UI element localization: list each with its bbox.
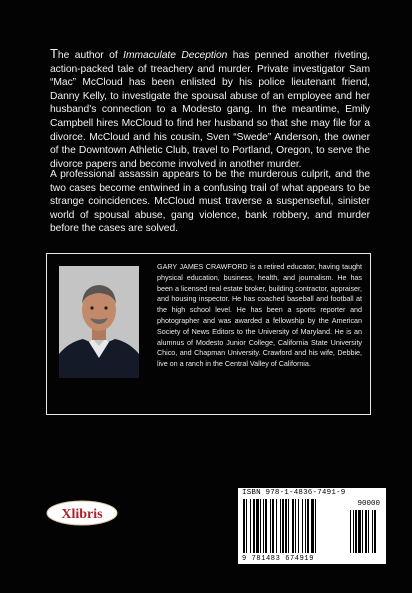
publisher-logo-image [46,500,118,526]
isbn-digits: 9 781483 674919 [242,555,315,563]
dropcap-letter: T [50,46,58,61]
isbn-label: ISBN 978-1-4836-7491-9 [242,489,346,497]
author-bio-text: GARY JAMES CRAWFORD is a retired educator, having taught physical education, business, health, and journalism. He has been a licensed real estate broker, building contractor, appraiser, and housing inspector. He has coached baseball and football at the high school level. He has been a sports reporter and photographer and was awarded a fellowship by the American Society of News Editors to the University of Maryland. He is an alumnus of Modesto Junior College, California State University Chico, and Chapman University. Crawford and his wife, Debbie, live on a ranch in the Central Valley of California. [157,262,362,369]
isbn-barcode [238,488,386,564]
blurb-paragraph-2: A professional assassin appears to be the murderous culprit, and the two cases become entwined in a confusing trail of what appears to be strange coincidences. McCloud must traverse a suspenseful, sinister world of spousal abuse, gang violence, bank robbery, and murder before the cases are solved. [50,169,370,235]
book-title-italic: Immaculate Deception [123,50,228,61]
author-portrait-image [59,266,139,378]
barcode-bars [238,488,386,564]
publisher-logo-text: Xlibris [61,507,103,522]
author-bio-box [46,253,371,415]
author-photo [59,266,139,378]
price-code-label: 90000 [357,500,380,508]
xlibris-logo [46,500,118,526]
blurb-paragraph-1 [50,47,370,171]
blurb-p1-pre: he author of [57,50,124,61]
blurb-p1-post: has penned another riveting, action-packed tale of treachery and murder. Private investigator Sam “Mac” McCloud has been enlisted by his police lieutenant friend, Danny Kelly, to investigate the spousal abuse of an employee and her husband’s connection to a Modesto gang. In the meantime, Emily Campbell hires McCloud to find her husband so that she may file for a divorce. McCloud and his cousin, Sven “Swede” Anderson, the owner of the Downtown Athletic Club, travel to Portland, Oregon, to serve the divorce papers and become involved in another murder. [50,50,370,170]
